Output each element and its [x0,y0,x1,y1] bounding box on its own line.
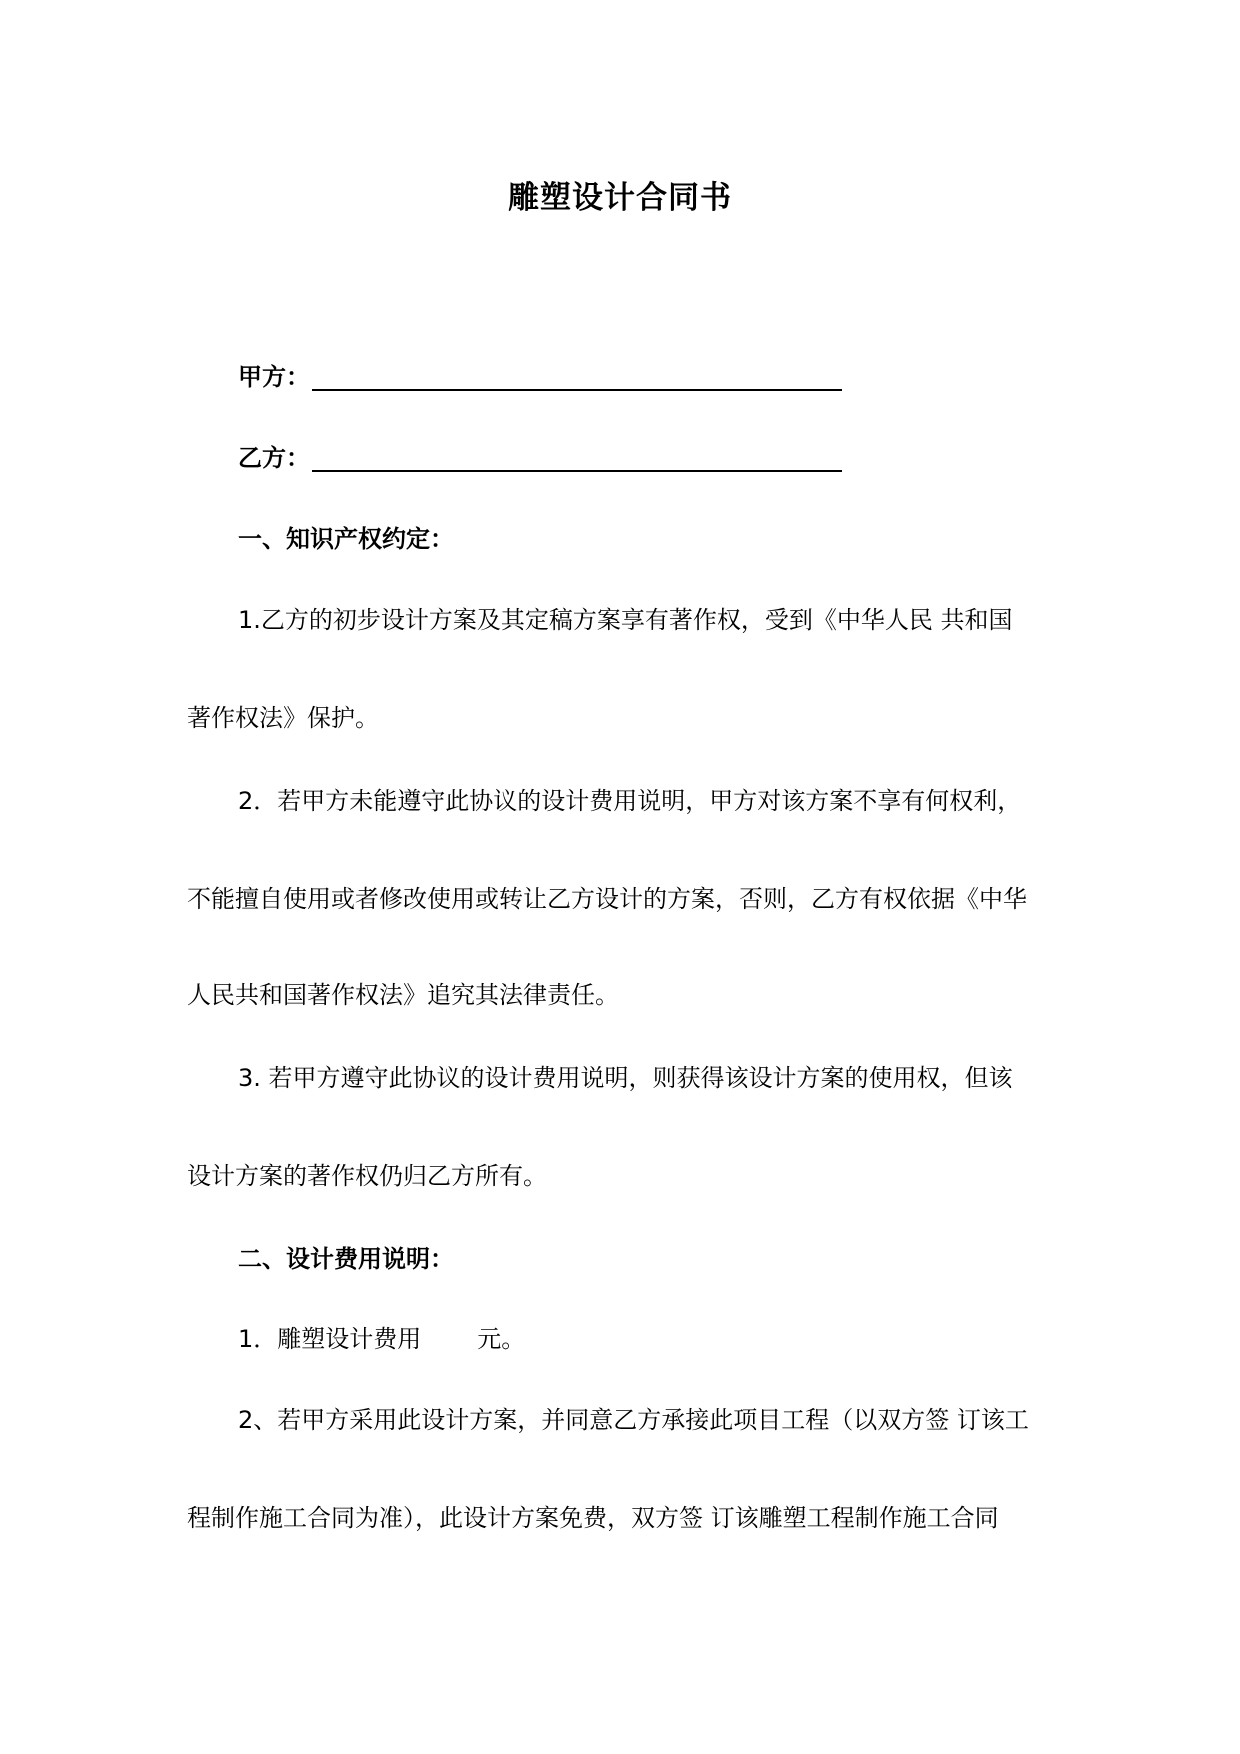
section1-heading: 一、知识产权约定： [238,525,454,553]
section1-clause3-line2: 设计方案的著作权仍归乙方所有。 [187,1162,547,1190]
section1-clause1-line1: 1.乙方的初步设计方案及其定稿方案享有著作权，受到《中华人民 共和国 [238,606,1013,634]
section2-clause2-line2: 程制作施工合同为准），此设计方案免费，双方签 订该雕塑工程制作施工合同 [187,1504,999,1532]
party-b-blank-line [312,470,842,472]
section1-clause2-line3: 人民共和国著作权法》追究其法律责任。 [187,981,619,1009]
document-title: 雕塑设计合同书 [508,180,732,216]
section2-heading: 二、设计费用说明： [238,1245,454,1273]
party-a-blank-line [312,389,842,391]
party-a-label: 甲方： [238,363,310,391]
section2-clause1-prefix: 1．雕塑设计费用 [238,1325,422,1353]
section1-clause3-line1: 3. 若甲方遵守此协议的设计费用说明，则获得该设计方案的使用权，但该 [238,1064,1013,1092]
section1-clause1-line2: 著作权法》保护。 [187,704,379,732]
section1-clause2-line1: 2．若甲方未能遵守此协议的设计费用说明，甲方对该方案不享有何权利， [238,787,1022,815]
section2-clause2-line1: 2、若甲方采用此设计方案，并同意乙方承接此项目工程（以双方签 订该工 [238,1406,1029,1434]
section2-clause1 [238,1322,525,1356]
section1-clause2-line2: 不能擅自使用或者修改使用或转让乙方设计的方案，否则，乙方有权依据《中华 [187,885,1027,913]
section2-clause1-suffix: 元。 [477,1325,526,1353]
party-b-label: 乙方： [238,444,310,472]
